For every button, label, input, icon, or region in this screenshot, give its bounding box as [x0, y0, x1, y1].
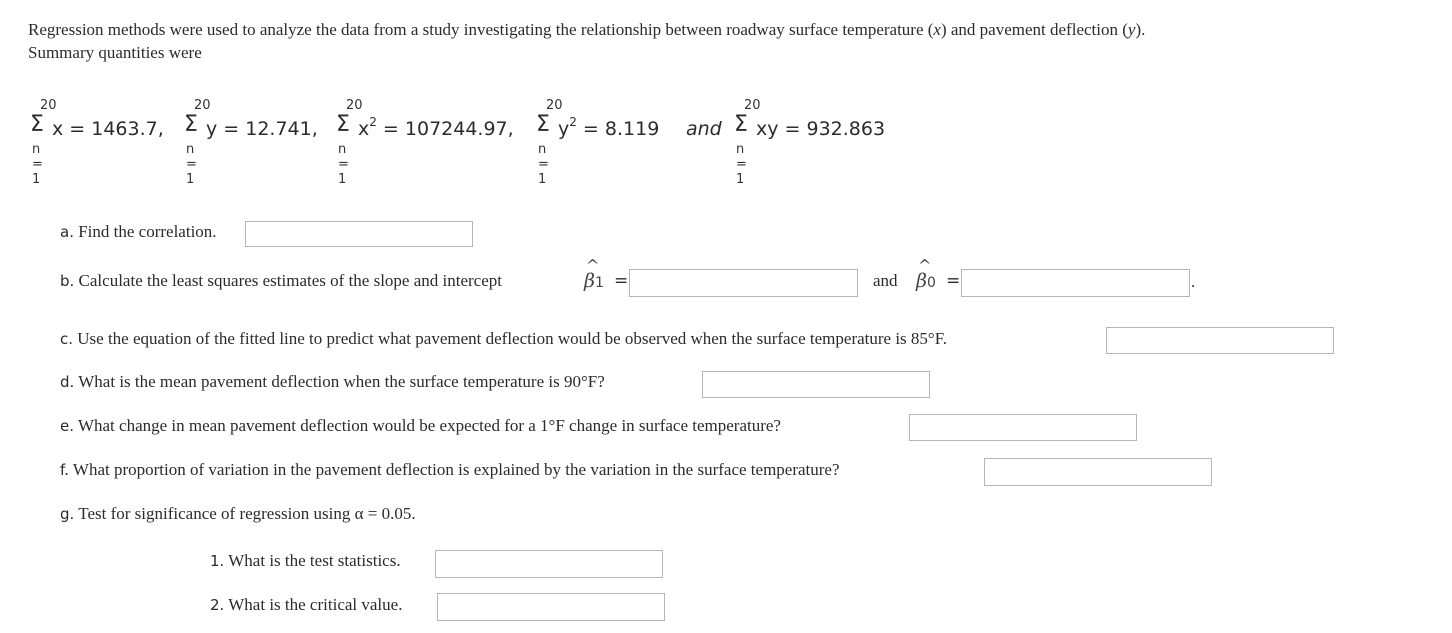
question-g2	[210, 595, 402, 615]
sum-lower-limit: n = 1	[186, 142, 197, 187]
sum-lower-limit: n = 1	[32, 142, 43, 187]
sigma-symbol: Σ	[184, 112, 198, 137]
question-label: f.	[60, 461, 69, 479]
question-label: a.	[60, 223, 74, 241]
question-label: g.	[60, 505, 75, 523]
sum-upper-limit: 20	[194, 98, 211, 113]
sigma-symbol: Σ	[536, 112, 550, 137]
question-text: What is the mean pavement deflection when the surface temperature is 90°F?	[78, 372, 605, 391]
question-f	[60, 460, 840, 480]
mean-deflection-90f-input[interactable]	[702, 371, 930, 398]
equals-sign: =	[946, 271, 961, 291]
proportion-variation-input[interactable]	[984, 458, 1212, 486]
x-variable: x	[933, 20, 941, 39]
intro-text-4: Summary quantities were	[28, 43, 202, 62]
question-g1	[210, 551, 401, 571]
sigma-symbol: Σ	[734, 112, 748, 137]
beta1-symbol: ^ β1	[584, 256, 604, 292]
question-d	[60, 372, 605, 392]
sum-lower-limit: n = 1	[736, 142, 747, 187]
intro-text-3: ).	[1135, 20, 1146, 39]
intercept-input[interactable]	[961, 269, 1190, 297]
intro-text-2: ) and pavement deflection (	[940, 20, 1128, 39]
question-text: What is the test statistics.	[228, 551, 401, 570]
sum-upper-limit: 20	[744, 98, 761, 113]
question-text: What proportion of variation in the pavement deflection is explained by the variation in the surface temperature?	[72, 460, 840, 479]
question-label: 1.	[210, 552, 225, 570]
sum-y-squared-expression: $y^2 = 8.119$	[558, 115, 660, 140]
question-text: Calculate the least squares estimates of the slope and intercept	[78, 271, 502, 290]
y-variable: y	[1127, 20, 1136, 39]
beta0-symbol: ^ β0	[916, 256, 936, 292]
sigma-symbol: Σ	[30, 112, 44, 137]
sum-upper-limit: 20	[346, 98, 363, 113]
hat-accent: ^	[586, 256, 600, 275]
problem-statement	[28, 18, 1428, 64]
equals-sign: =	[614, 271, 629, 291]
sum-xy-expression: xy = 932.863	[756, 118, 886, 140]
and-text: and	[873, 271, 898, 290]
and-word: and	[686, 118, 722, 140]
question-g	[60, 504, 416, 524]
question-text: Use the equation of the fitted line to predict what pavement deflection would be observed when the surface temperature is 85°F.	[77, 329, 948, 348]
period: .	[1191, 272, 1196, 291]
question-b	[60, 271, 502, 291]
critical-value-input[interactable]	[437, 593, 665, 621]
sigma-symbol: Σ	[336, 112, 350, 137]
sum-x-squared-expression: $x^2 = 107244.97$,	[358, 115, 514, 140]
sum-lower-limit: n = 1	[338, 142, 349, 187]
question-label: b.	[60, 272, 75, 290]
slope-input[interactable]	[629, 269, 858, 297]
question-c	[60, 329, 947, 349]
sum-lower-limit: n = 1	[538, 142, 549, 187]
question-label: c.	[60, 330, 74, 348]
sum-upper-limit: 20	[546, 98, 563, 113]
question-text: Test for significance of regression using α = 0.05.	[78, 504, 416, 523]
sum-upper-limit: 20	[40, 98, 57, 113]
question-label: e.	[60, 417, 74, 435]
question-e	[60, 416, 781, 436]
prediction-85f-input[interactable]	[1106, 327, 1334, 354]
summary-quantities	[30, 96, 930, 187]
hat-accent: ^	[918, 256, 932, 275]
question-label: 2.	[210, 596, 225, 614]
question-text: Find the correlation.	[78, 222, 217, 241]
question-a	[60, 222, 217, 242]
question-text: What change in mean pavement deflection would be expected for a 1°F change in surface temperature?	[77, 416, 781, 435]
question-label: d.	[60, 373, 75, 391]
change-per-degree-input[interactable]	[909, 414, 1137, 441]
intro-text-1: Regression methods were used to analyze the data from a study investigating the relationship between roadway surface temperature (	[28, 20, 934, 39]
test-statistic-input[interactable]	[435, 550, 663, 578]
sum-y-expression: y = 12.741,	[206, 118, 318, 140]
sum-x-expression: x = 1463.7,	[52, 118, 164, 140]
correlation-input[interactable]	[245, 221, 473, 247]
question-text: What is the critical value.	[228, 595, 403, 614]
